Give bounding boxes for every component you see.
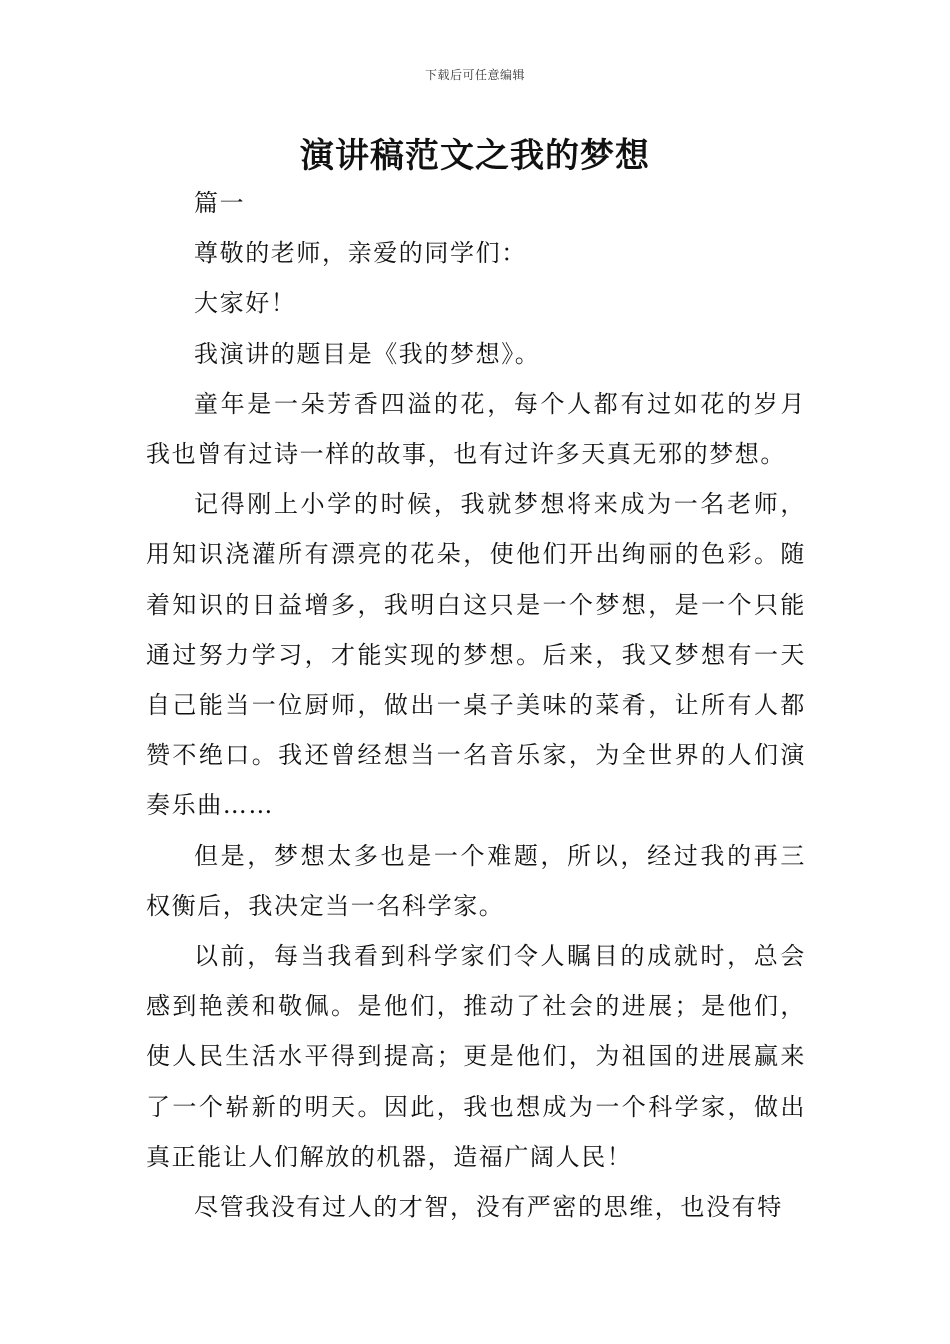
paragraph-decision: 但是，梦想太多也是一个难题，所以，经过我的再三权衡后，我决定当一名科学家。 bbox=[146, 841, 806, 920]
paragraph-childhood: 童年是一朵芳香四溢的花，每个人都有过如花的岁月我也曾有过诗一样的故事，也有过许多天真无邪的梦想。 bbox=[146, 389, 806, 469]
paragraph-greeting: 大家好！ bbox=[194, 289, 297, 318]
paragraph-scientists: 以前，每当我看到科学家们令人瞩目的成就时，总会感到艳羡和敬佩。是他们，推动了社会的进展；是他们，使人民生活水平得到提高；更是他们，为祖国的进展赢来了一个崭新的明天。因此，我也想成为一个科学家，做出真正能让人们解放的机器，造福广阔人民！ bbox=[146, 942, 806, 1171]
document-body bbox=[146, 178, 806, 1232]
document-title: 演讲稿范文之我的梦想 bbox=[300, 136, 650, 176]
paragraph-early-dreams: 记得刚上小学的时候，我就梦想将来成为一名老师，用知识浇灌所有漂亮的花朵，使他们开出绚丽的色彩。随着知识的日益增多，我明白这只是一个梦想，是一个只能通过努力学习，才能实现的梦想。后来，我又梦想有一天自己能当一位厨师，做出一桌子美味的菜肴，让所有人都赞不绝口。我还曾经想当一名音乐家，为全世界的人们演奏乐曲…… bbox=[146, 490, 806, 820]
paragraph-section-label: 篇一 bbox=[194, 189, 246, 217]
paragraph-topic: 我演讲的题目是《我的梦想》。 bbox=[194, 339, 541, 368]
paragraph-continuation: 尽管我没有过人的才智，没有严密的思维，也没有特 bbox=[194, 1193, 783, 1222]
paragraph-salutation: 尊敬的老师，亲爱的同学们： bbox=[194, 239, 527, 268]
page-header-note: 下载后可任意编辑 bbox=[424, 68, 525, 82]
